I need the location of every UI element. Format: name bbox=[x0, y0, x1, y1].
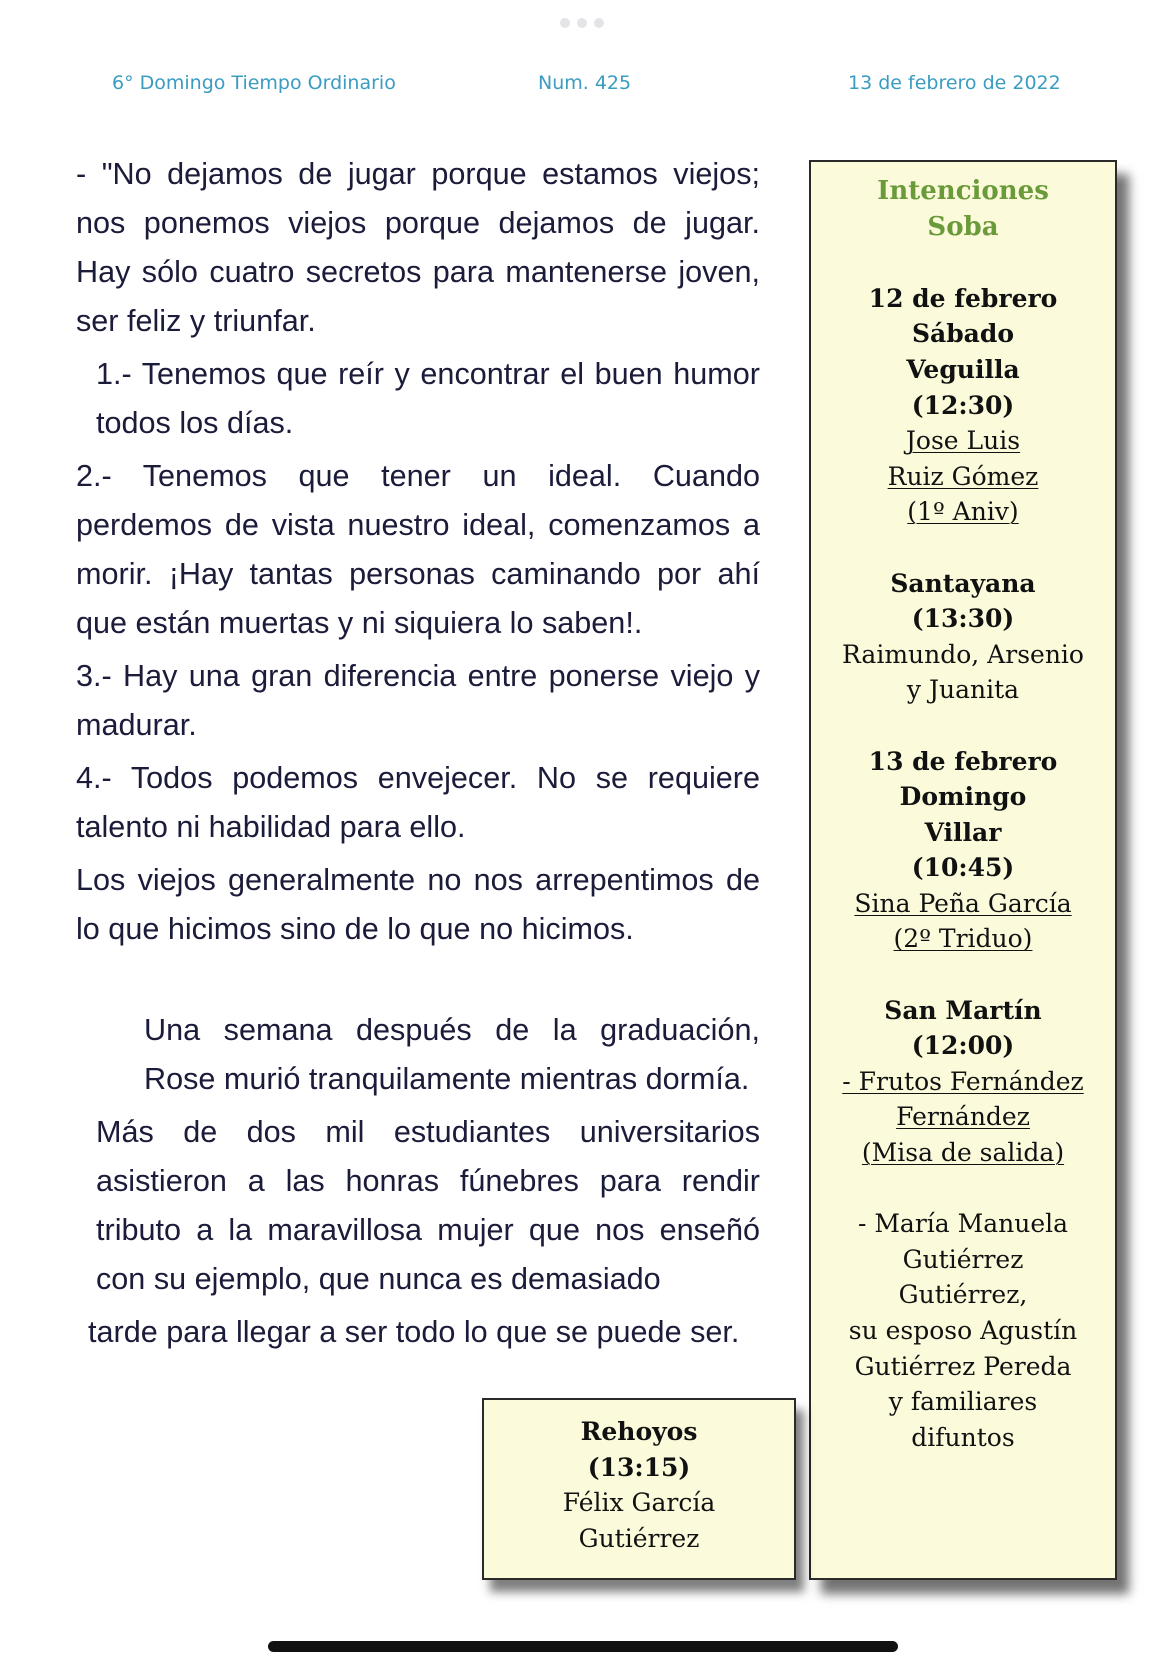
san-martin-intention-line: Gutiérrez Pereda bbox=[854, 1351, 1072, 1381]
san-martin-place: San Martín bbox=[884, 995, 1042, 1025]
san-martin-intention-line: su esposo Agustín bbox=[848, 1316, 1078, 1345]
paragraph-closing: tarde para llegar a ser todo lo que se puede ser. bbox=[88, 1315, 740, 1349]
paragraph-secret-2: 2.- Tenemos que tener un ideal. Cuando perdemos de vista nuestro ideal, comenzamos a morir. ¡Hay tantas personas caminando por ahí que están muertas y ni siquiera lo saben!. bbox=[76, 459, 760, 640]
san-martin-intention-line: Gutiérrez bbox=[902, 1244, 1024, 1274]
rehoyos-intention-line: Félix García bbox=[562, 1488, 716, 1518]
paragraph-funeral: Más de dos mil estudiantes universitarios asistieron a las honras fúnebres para rendir tributo a la maravillosa mujer que nos enseñó con su ejemplo, que nunca es demasiado bbox=[96, 1115, 760, 1296]
paragraph-secret-4: 4.- Todos podemos envejecer. No se requiere talento ni habilidad para ello. bbox=[76, 761, 760, 844]
paragraph-secret-3: 3.- Hay una gran diferencia entre ponerse viejo y madurar. bbox=[76, 659, 760, 742]
intentions-box bbox=[809, 160, 1117, 1580]
day1-date: 12 de febrero bbox=[868, 283, 1058, 313]
villar-time: (10:45) bbox=[911, 853, 1015, 883]
santayana-time: (13:30) bbox=[911, 604, 1015, 634]
article-text bbox=[76, 150, 760, 1361]
veguilla-intention-line: Jose Luis bbox=[905, 426, 1021, 456]
paragraph-secret-1: 1.- Tenemos que reír y encontrar el buen humor todos los días. bbox=[96, 357, 760, 440]
header-date: 13 de febrero de 2022 bbox=[848, 72, 1061, 94]
window-grabber[interactable] bbox=[560, 18, 604, 28]
intentions-parish: Soba bbox=[927, 211, 999, 242]
san-martin-intention-line: - María Manuela bbox=[857, 1209, 1069, 1239]
header-issue-number: Num. 425 bbox=[538, 72, 632, 94]
rehoyos-place: Rehoyos bbox=[580, 1417, 698, 1446]
san-martin-intention-line: Gutiérrez, bbox=[898, 1280, 1028, 1310]
villar-intention-line: Sina Peña García bbox=[854, 888, 1072, 918]
veguilla-intention-line: (1º Aniv) bbox=[907, 497, 1019, 527]
day2-date: 13 de febrero bbox=[868, 746, 1058, 776]
santayana-intention-line: y Juanita bbox=[906, 675, 1020, 705]
san-martin-intention-line: difuntos bbox=[911, 1422, 1015, 1452]
paragraph-rose-death: Una semana después de la graduación, Rose murió tranquilamente mientras dormía. bbox=[144, 1013, 760, 1096]
san-martin-intention-line: Fernández bbox=[896, 1102, 1030, 1132]
paragraph-regrets: Los viejos generalmente no nos arrepentimos de lo que hicimos sino de lo que no hicimos. bbox=[76, 863, 760, 946]
veguilla-time: (12:30) bbox=[911, 390, 1015, 420]
veguilla-intention-line: Ruiz Gómez bbox=[887, 461, 1039, 491]
veguilla-place: Veguilla bbox=[906, 354, 1020, 384]
bulletin-header bbox=[0, 72, 1162, 102]
san-martin-time: (12:00) bbox=[911, 1031, 1015, 1061]
rehoyos-box bbox=[482, 1398, 796, 1580]
rehoyos-intention-line: Gutiérrez bbox=[578, 1523, 700, 1553]
villar-place: Villar bbox=[924, 817, 1002, 847]
day1-weekday: Sábado bbox=[911, 319, 1015, 349]
villar-intention-line: (2º Triduo) bbox=[893, 924, 1033, 954]
san-martin-intention-line: y familiares bbox=[888, 1387, 1038, 1417]
intentions-title: Intenciones bbox=[877, 176, 1049, 206]
home-indicator[interactable] bbox=[268, 1641, 898, 1652]
san-martin-intention-line: (Misa de salida) bbox=[861, 1138, 1065, 1168]
paragraph-spacer bbox=[76, 958, 760, 1006]
san-martin-intention-line: - Frutos Fernández bbox=[842, 1066, 1084, 1096]
santayana-intention-line: Raimundo, Arsenio bbox=[842, 639, 1084, 669]
header-sunday-name: 6° Domingo Tiempo Ordinario bbox=[112, 72, 396, 94]
rehoyos-time: (13:15) bbox=[587, 1452, 691, 1482]
paragraph-quote: - "No dejamos de jugar porque estamos viejos; nos ponemos viejos porque dejamos de jugar. Hay sólo cuatro secretos para mantenerse joven, ser feliz y triunfar. bbox=[76, 157, 760, 338]
day2-weekday: Domingo bbox=[899, 782, 1027, 812]
santayana-place: Santayana bbox=[890, 568, 1036, 598]
